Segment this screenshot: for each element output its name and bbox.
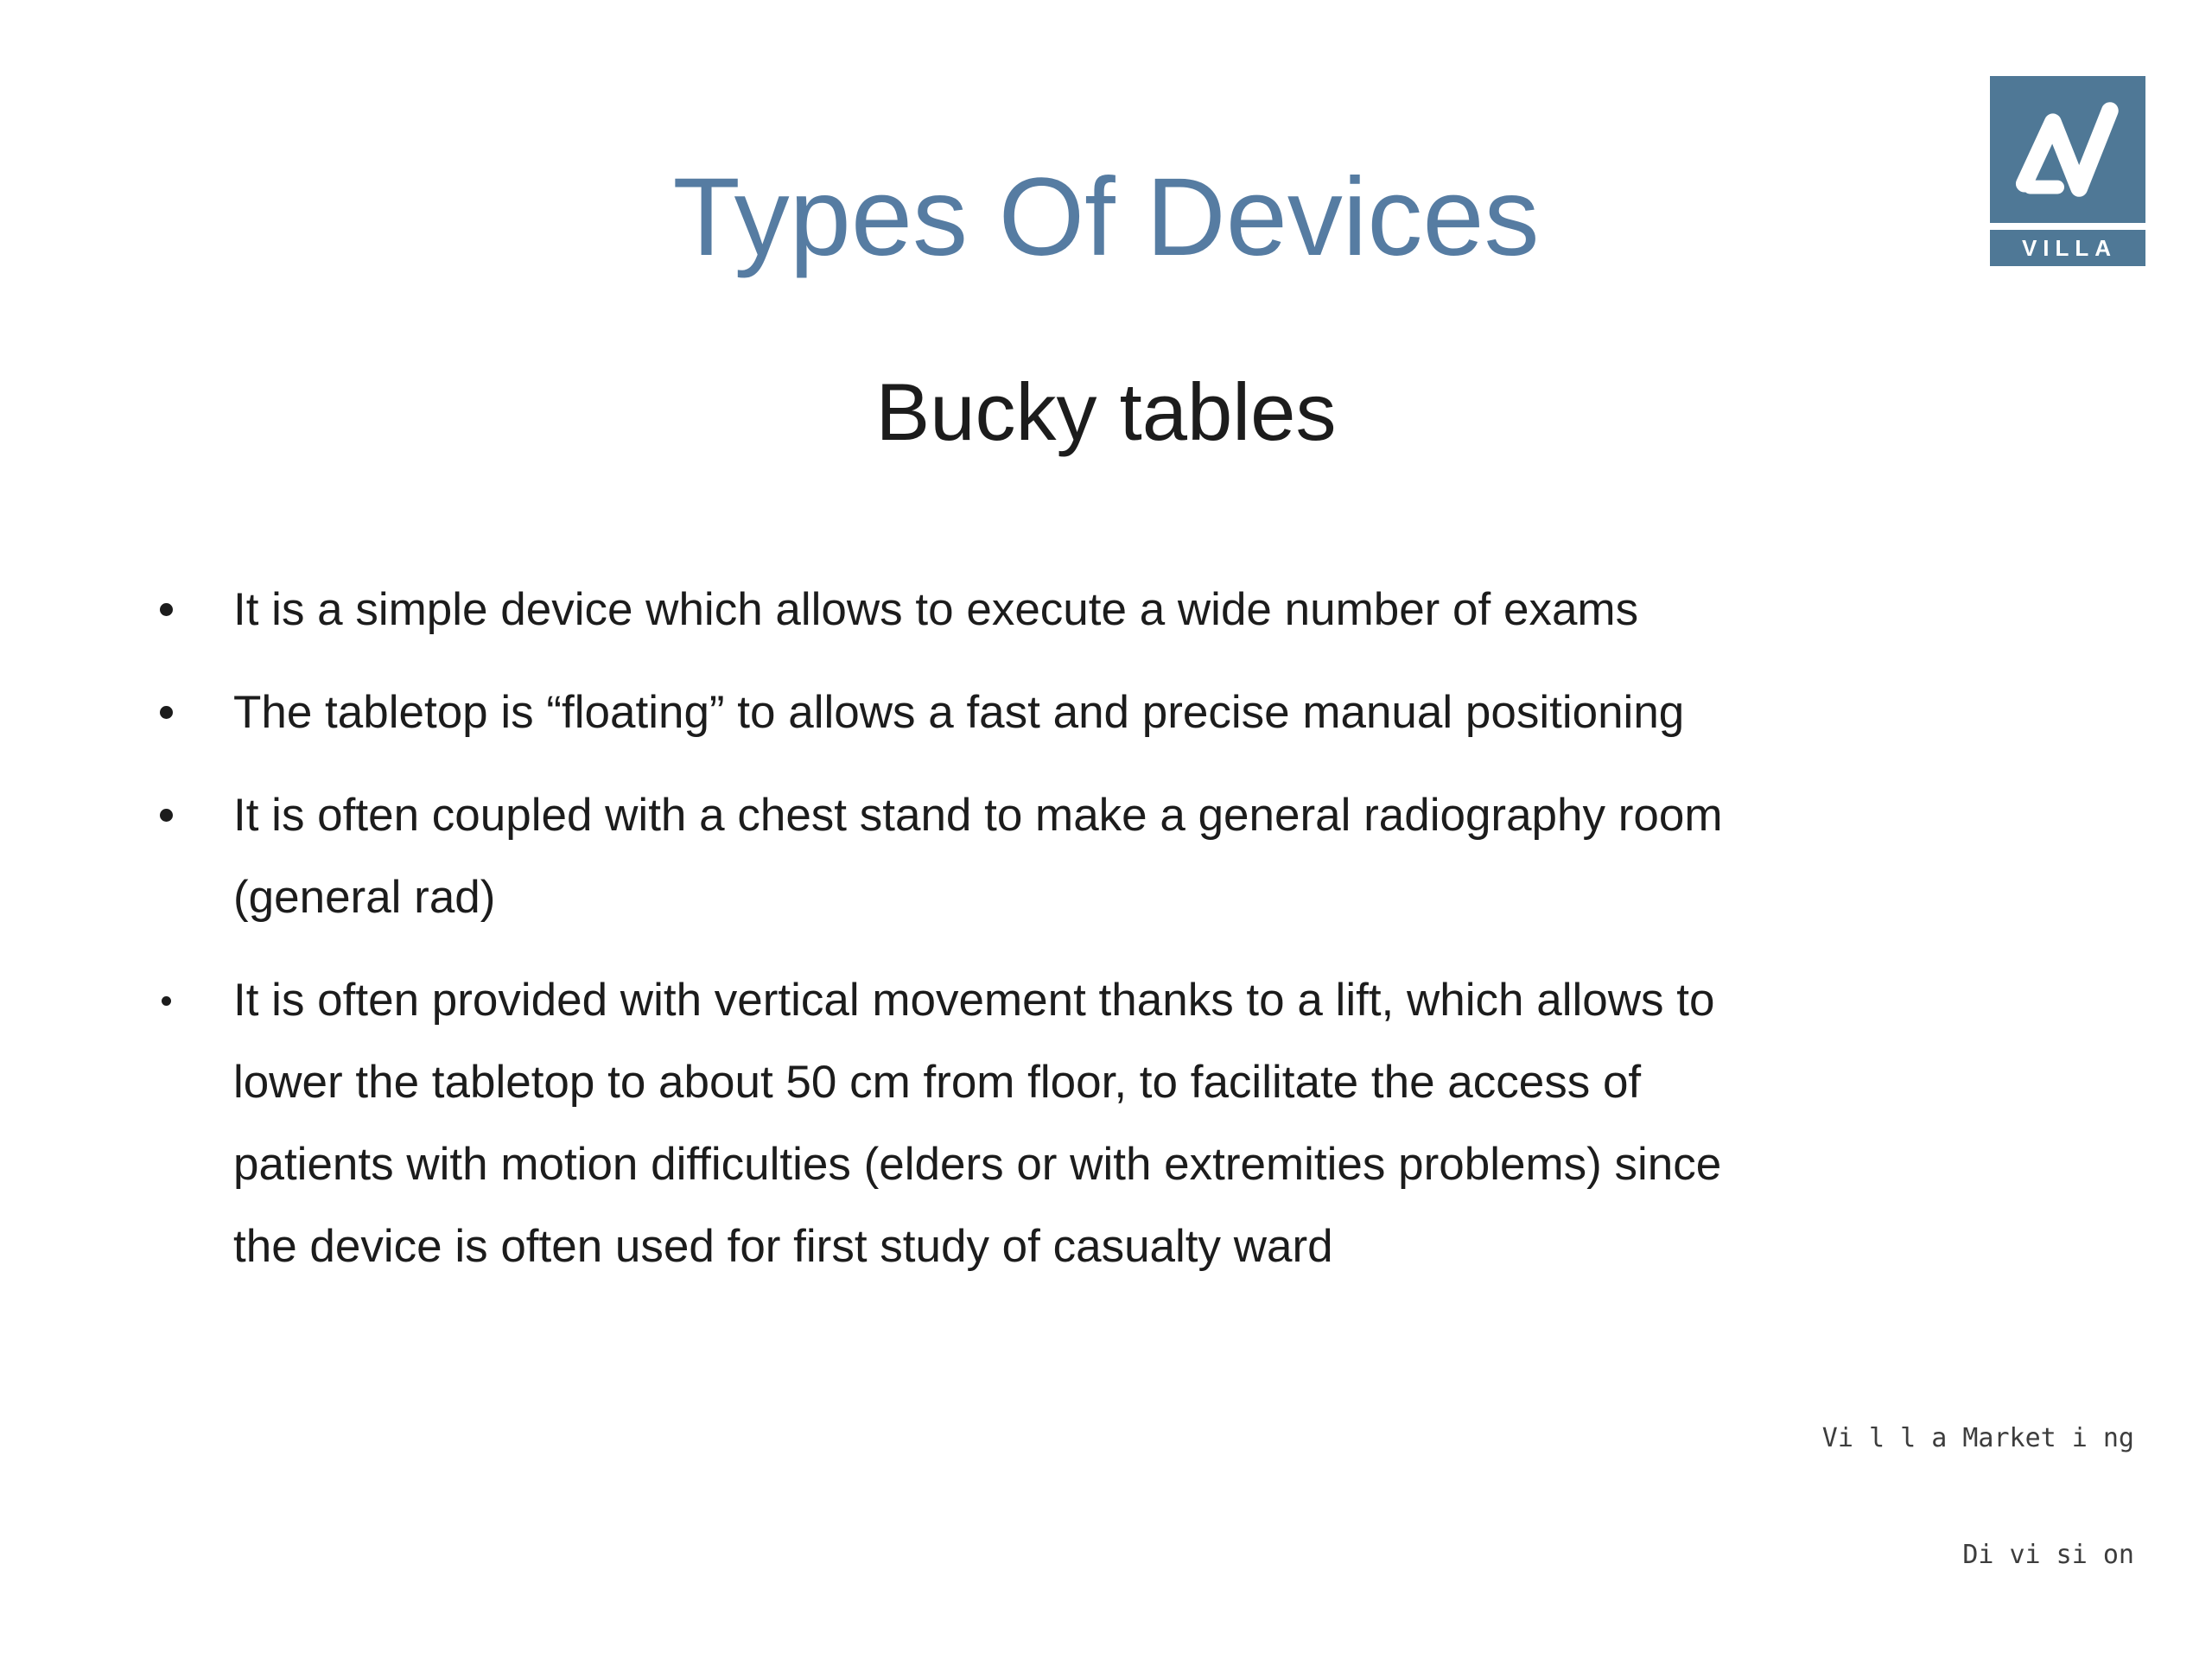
bullet-line: patients with motion difficulties (elders or with extremities problems) since xyxy=(233,1139,1722,1190)
bullet-text xyxy=(233,671,1684,753)
bullet-line: the device is often used for first study of casualty ward xyxy=(233,1221,1333,1272)
bullet-text xyxy=(233,959,1721,1287)
bullet-line: The tabletop is “floating” to allows a fast and precise manual positioning xyxy=(233,687,1685,738)
bullet-line: It is often coupled with a chest stand to make a general radiography room xyxy=(233,790,1723,841)
slide-subtitle: Bucky tables xyxy=(875,366,1337,457)
footer-line-2: Di vi si on xyxy=(1962,1540,2134,1570)
bullet-text xyxy=(233,569,1638,651)
bullet-dot xyxy=(160,603,173,616)
slide-title: Types Of Devices xyxy=(672,156,1540,279)
villa-logo xyxy=(1990,76,2145,266)
bullet-item xyxy=(160,959,2078,1287)
bullet-list xyxy=(160,569,2078,1308)
footer xyxy=(1822,1341,2134,1652)
bullet-text xyxy=(233,774,1722,938)
bullet-dot xyxy=(160,706,173,719)
bullet-line: It is often provided with vertical movement thanks to a lift, which allows to xyxy=(233,975,1715,1026)
bullet-item xyxy=(160,774,2078,938)
bullet-dot xyxy=(162,996,171,1006)
bullet-line: It is a simple device which allows to execute a wide number of exams xyxy=(233,584,1639,635)
villa-logo-wordmark: VILLA xyxy=(1990,230,2145,266)
villa-logo-square xyxy=(1990,76,2145,223)
av-monogram-icon xyxy=(2011,92,2125,207)
bullet-line: lower the tabletop to about 50 cm from floor, to facilitate the access of xyxy=(233,1057,1642,1108)
bullet-item xyxy=(160,569,2078,651)
bullet-dot xyxy=(160,809,173,822)
bullet-line: (general rad) xyxy=(233,872,496,923)
bullet-item xyxy=(160,671,2078,753)
footer-line-1: Vi l l a Market i ng xyxy=(1821,1423,2134,1453)
